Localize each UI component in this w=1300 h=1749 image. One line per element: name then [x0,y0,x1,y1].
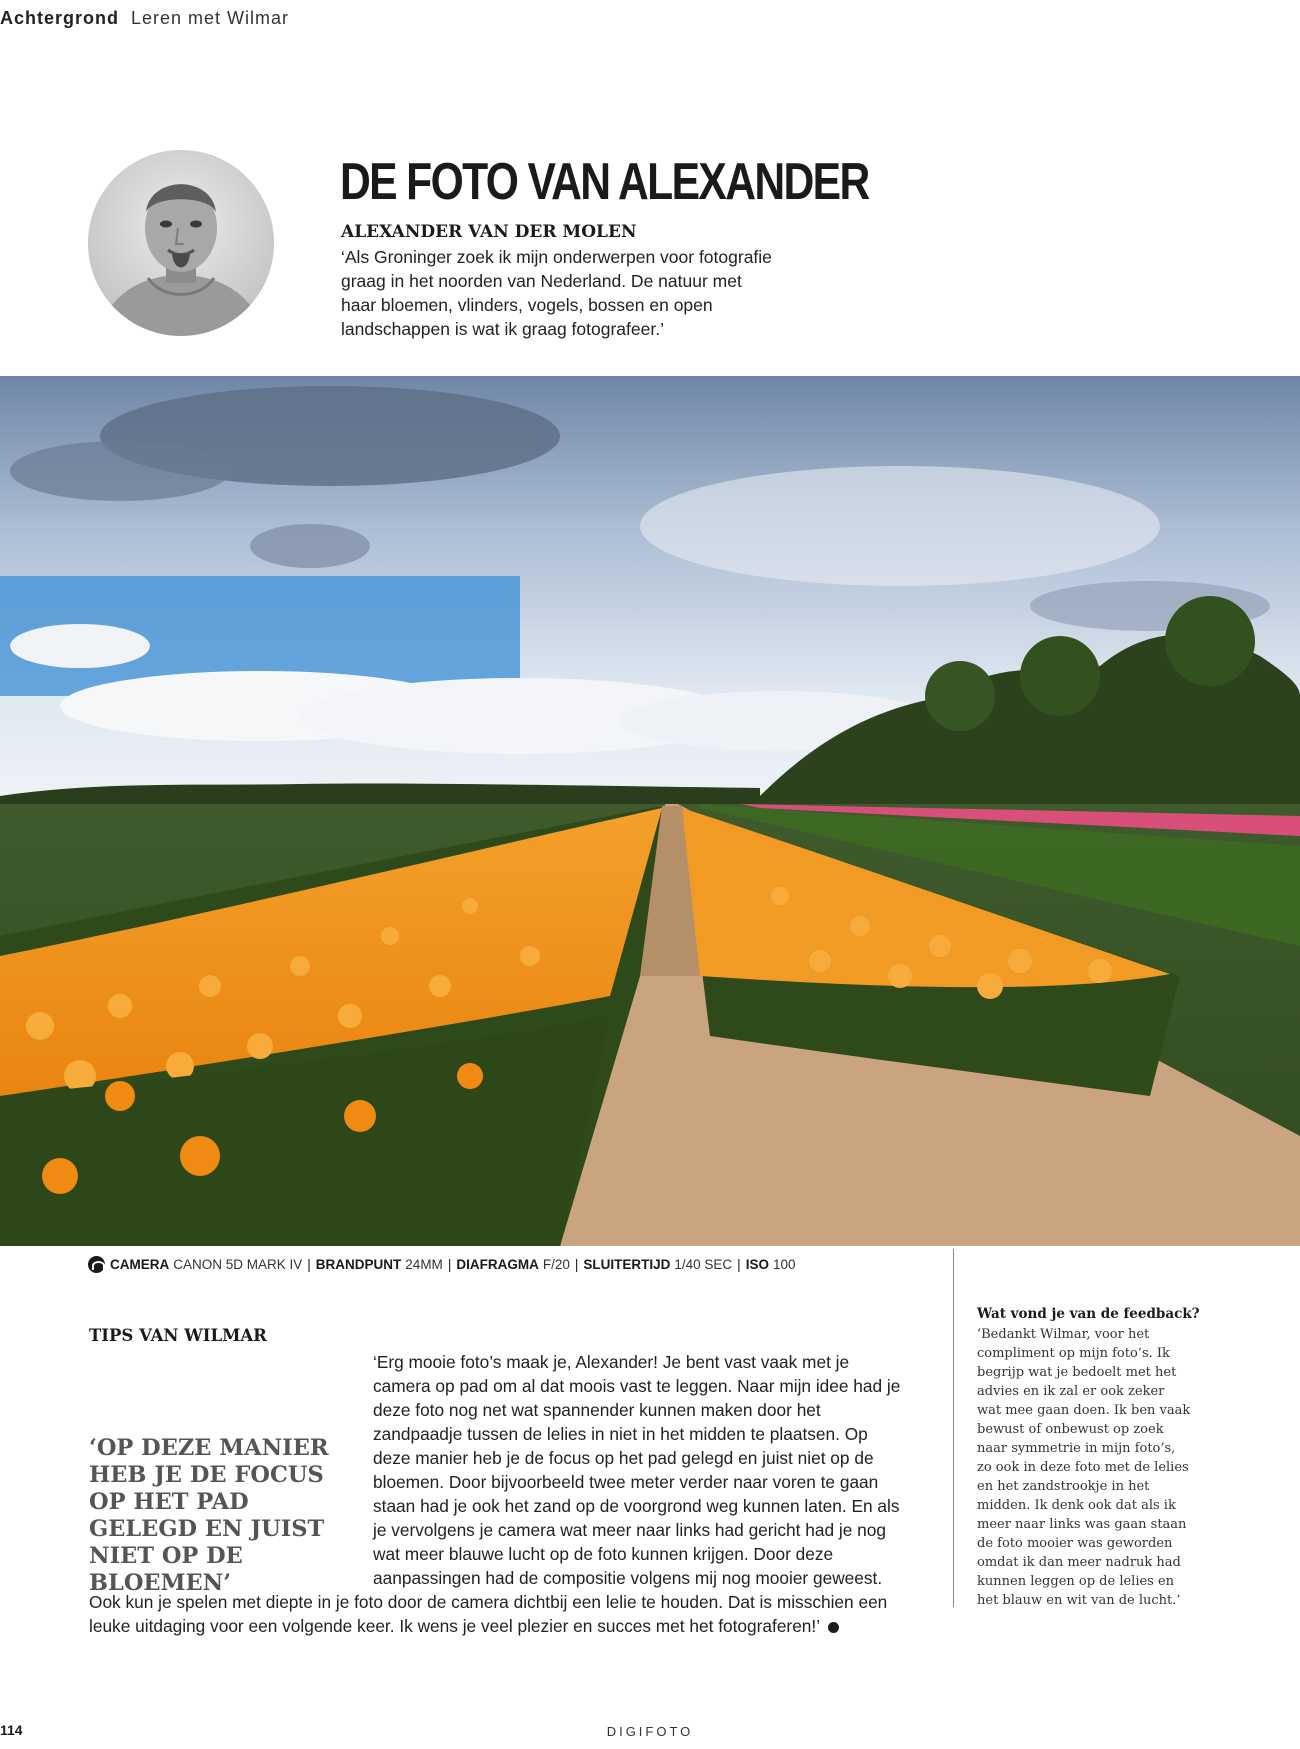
setting-value: 100 [772,1257,796,1272]
setting-label: CAMERA [110,1257,170,1272]
page-number: 114 [0,1722,23,1738]
page-title: DE FOTO VAN ALEXANDER [340,153,869,211]
column-divider [953,1249,954,1607]
feedback-body: ‘Bedankt Wilmar, voor het compliment op mijn foto’s. Ik begrijp wat je bedoelt met het advies en ik zal er ook zeker wat mee gaan doen. Ik ben vaak bewust of onbewust op zoek naar symmetrie in mijn foto’s, zo ook in deze foto met de lelies en het zandstrookje in het midden. Ik denk ook dat als ik meer naar links was gaan staan de foto mooier was geworden omdat ik dan meer nadruk had kunnen leggen op de lelies en het blauw en wit van de lucht.’ [977,1327,1191,1608]
end-mark-icon [828,1622,839,1633]
separator: | [307,1257,311,1272]
section-label: Achtergrond [0,8,119,28]
separator: | [447,1257,452,1272]
avatar [88,150,274,336]
pull-quote: ‘OP DEZE MANIER HEB JE DE FOCUS OP HET PAD GELEGD EN JUIST NIET OP DE BLOEMEN’ [89,1435,329,1596]
main-photo [0,376,1300,1246]
tips-text: ‘Erg mooie foto’s maak je, Alexander! Je bent vast vaak met je camera op pad om al dat moois vast te leggen. Naar mijn idee had je deze foto nog net wat spannender kunnen maken door het zandpaadje tussen de lelies in niet in het midden te plaatsen. Op deze manier heb je de focus op het pad gelegd en juist niet op de bloemen. Door bijvoorbeeld twee meter verder naar voren te gaan staan had je ook het zand op de voorgrond weg kunnen laten. En als je vervolgens je camera wat meer naar links had gericht had je nog wat meer blauwe lucht op de foto kunnen krijgen. Door deze aanpassingen had de compositie volgens mij nog mooier geweest. Ook kun je spelen met diepte in je foto door de camera dichtbij een lelie te houden. Dat is misschien een leuke uitdaging voor een volgende keer. Ik wens je veel plezier en succes met het fotograferen!’ [89,1352,901,1636]
subsection-label: Leren met Wilmar [131,8,290,28]
running-header [0,8,289,29]
tips-heading: TIPS VAN WILMAR [89,1326,267,1345]
setting-label: BRANDPUNT [315,1257,402,1272]
camera-icon [88,1256,105,1273]
magazine-name: DIGIFOTO [606,1724,694,1739]
setting-value: 24MM [405,1257,443,1272]
separator: | [574,1257,579,1272]
setting-value: CANON 5D MARK IV [173,1257,303,1272]
setting-value: 1/40 SEC [674,1257,733,1272]
portrait-photo [88,150,274,336]
feedback-heading: Wat vond je van de feedback? [977,1306,1200,1322]
setting-label: ISO [745,1257,769,1272]
author-name: ALEXANDER VAN DER MOLEN [341,222,637,242]
setting-label: DIAFRAGMA [456,1257,539,1272]
camera-settings [88,1256,795,1273]
separator: | [737,1257,741,1272]
author-intro: ‘Als Groninger zoek ik mijn onderwerpen voor fotografie graag in het noorden van Nederland. De natuur met haar bloemen, vlinders, vogels, bossen en open landschappen is wat ik graag fotografeer.’ [341,247,772,339]
setting-value: F/20 [542,1257,570,1272]
setting-label: SLUITERTIJD [583,1257,671,1272]
